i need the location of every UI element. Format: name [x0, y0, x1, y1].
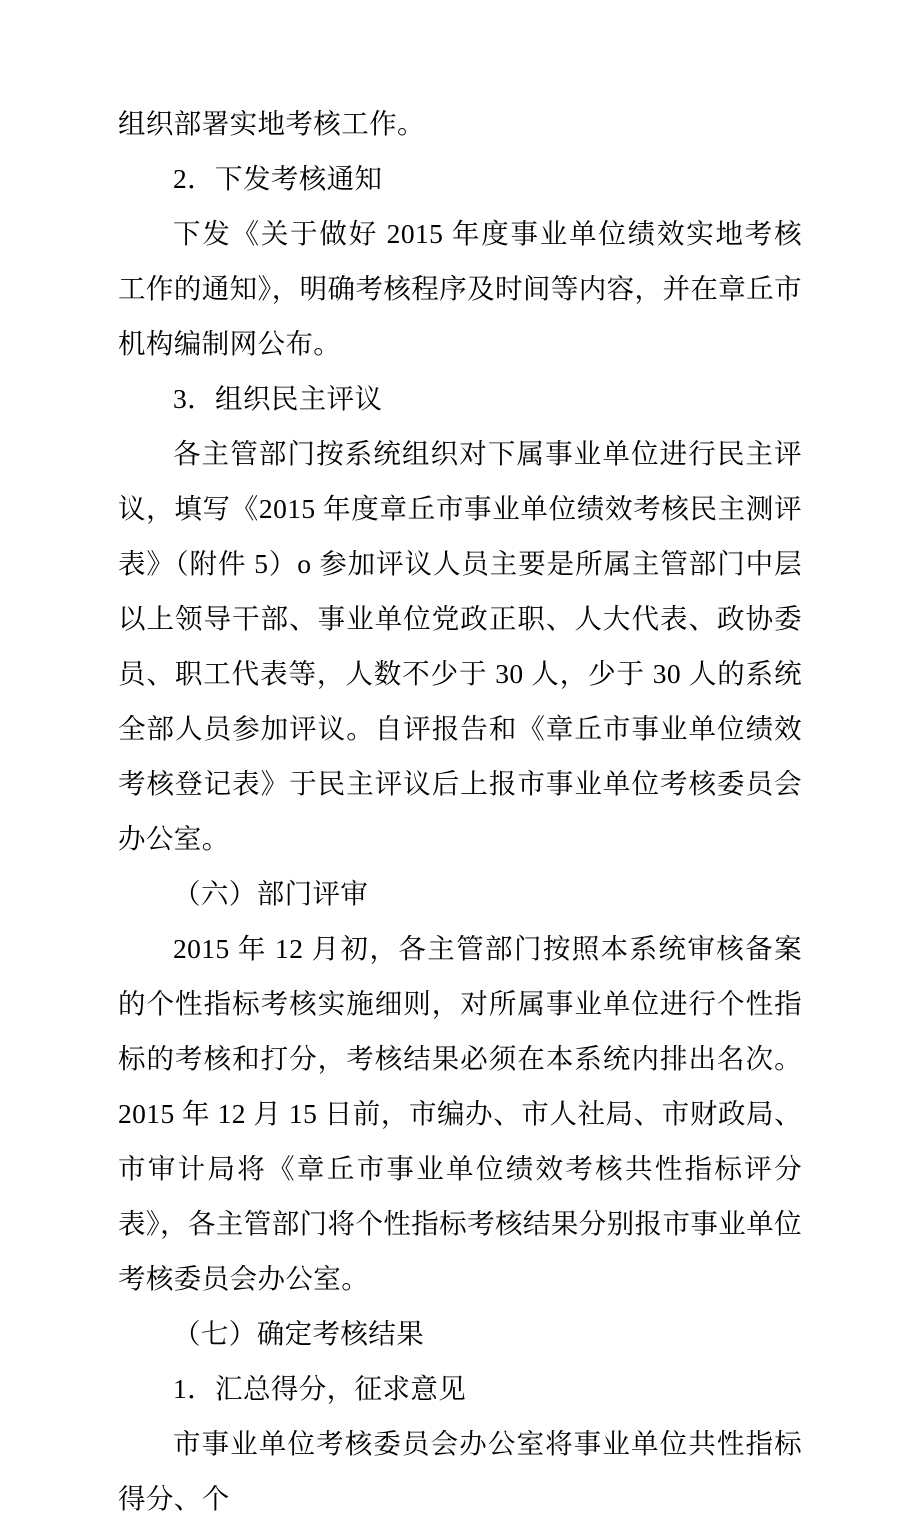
heading-download-notice: 2．下发考核通知 [173, 163, 383, 194]
paragraph-summary-scores-body: 市事业单位考核委员会办公室将事业单位共性指标得分、个 [118, 1428, 802, 1514]
paragraph-department-review-body: 2015 年 12 月初，各主管部门按照本系统审核备案的个性指标考核实施细则，对所属事业单位进行个性指标的考核和打分，考核结果必须在本系统内排出名次。2015 年 12 月 15 日前，市编办、市人社局、市财政局、市审计局将《章丘市事业单位绩效考核共性指标评分表》，各主管部门将个性指标考核结果分别报市事业单位考核委员会办公室。 [118, 933, 802, 1294]
paragraph-notice-body: 下发《关于做好 2015 年度事业单位绩效实地考核工作的通知》，明确考核程序及时间等内容，并在章丘市机构编制网公布。 [118, 218, 802, 359]
heading-department-review: （六）部门评审 [173, 878, 369, 909]
heading-summary-scores: 1．汇总得分，征求意见 [173, 1373, 467, 1404]
document-body [118, 96, 802, 1526]
paragraph-democratic-review-body: 各主管部门按系统组织对下属事业单位进行民主评议，填写《2015 年度章丘市事业单位绩效考核民主测评表》（附件 5）o 参加评议人员主要是所属主管部门中层以上领导干部、事业单位党政正职、人大代表、政协委员、职工代表等，人数不少于 30 人，少于 30 人的系统全部人员参加评议。自评报告和《章丘市事业单位绩效考核登记表》于民主评议后上报市事业单位考核委员会办公室。 [118, 438, 802, 854]
heading-determine-results: （七）确定考核结果 [173, 1318, 425, 1349]
heading-democratic-review: 3．组织民主评议 [173, 383, 383, 414]
paragraph-continuation: 组织部署实地考核工作。 [118, 108, 425, 139]
